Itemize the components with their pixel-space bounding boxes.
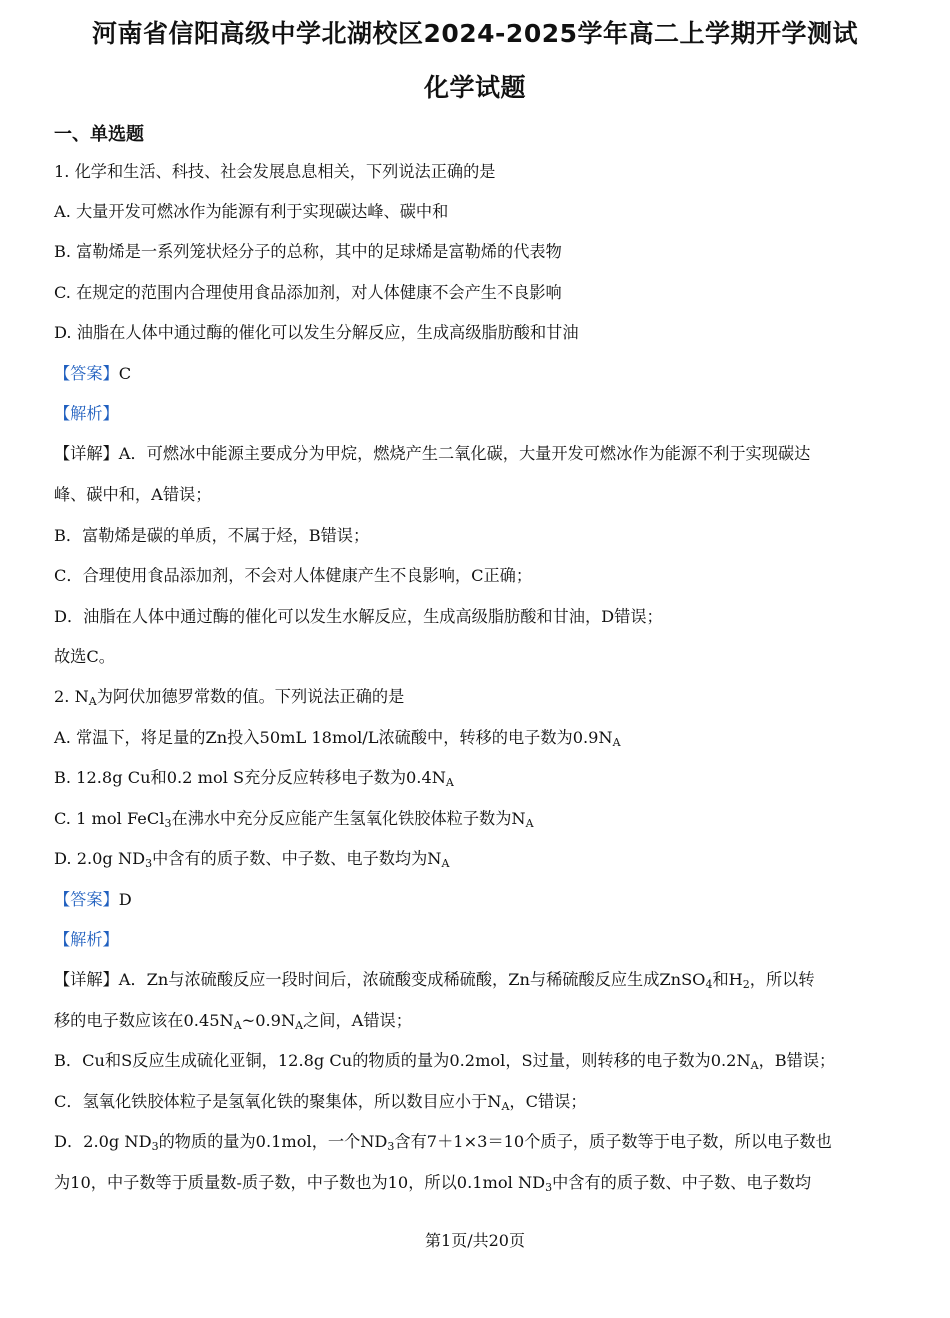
q2-detail-6: 为10，中子数等于质量数-质子数，中子数也为10，所以0.1mol $ND_3$中含有的质子数、中子数、电子数均 <box>54 1173 812 1194</box>
detail-tag: 【详解】 <box>54 970 119 989</box>
answer-tag: 【答案】 <box>54 364 119 383</box>
q2-detail-4: C．氢氧化铁胶体粒子是氢氧化铁的聚集体，所以数目应小于$N_A$，C错误； <box>54 1092 587 1113</box>
analysis-tag: 【解析】 <box>54 930 119 949</box>
q1-option-c: C. 在规定的范围内合理使用食品添加剂，对人体健康不会产生不良影响 <box>54 283 562 302</box>
q2-option-a: A. 常温下，将足量的Zn投入50mL 18mol/L浓硫酸中，转移的电子数为$0.9N_A$ <box>54 728 621 749</box>
q2-detail-5: D．2.0g $ND_3$的物质的量为0.1mol，一个$ND_3$含有7＋1×3＝10个质子，质子数等于电子数，所以电子数也 <box>54 1132 832 1153</box>
document-title-line1: 河南省信阳高级中学北湖校区2024-2025学年高二上学期开学测试 <box>91 19 859 48</box>
answer-tag: 【答案】 <box>54 890 119 909</box>
q2-detail-1: 【详解】A．Zn与浓硫酸反应一段时间后，浓硫酸变成稀硫酸，Zn与稀硫酸反应生成ZnSO$_4$和$H_2$，所以转 <box>54 970 815 991</box>
answer-value: D <box>118 890 132 909</box>
q2-detail-3: B．Cu和S反应生成硫化亚铜，12.8g Cu的物质的量为0.2mol，S过量，则转移的电子数为$0.2N_A$，B错误； <box>54 1051 836 1072</box>
section-heading: 一、单选题 <box>54 124 144 145</box>
q1-detail-2: B．富勒烯是碳的单质，不属于烃，B错误； <box>54 526 370 545</box>
q1-detail-3: C．合理使用食品添加剂，不会对人体健康产生不良影响，C正确； <box>54 566 533 585</box>
q1-detail-4: D．油脂在人体中通过酶的催化可以发生水解反应，生成高级脂肪酸和甘油，D错误； <box>54 607 663 626</box>
q2-analysis <box>54 928 896 952</box>
q1-option-a: A. 大量开发可燃冰作为能源有利于实现碳达峰、碳中和 <box>54 202 449 221</box>
q2-option-b: B. 12.8g Cu和0.2 mol S充分反应转移电子数为$0.4N_A$ <box>54 768 454 789</box>
q1-stem: 1. 化学和生活、科技、社会发展息息相关，下列说法正确的是 <box>54 162 496 181</box>
q1-analysis <box>54 402 896 426</box>
q2-option-c: C. 1 mol FeCl$_3$在沸水中充分反应能产生氢氧化铁胶体粒子数为$N_A$ <box>54 809 534 830</box>
q2-detail-2: 移的电子数应该在$0.45N_A\sim 0.9N_A$之间，A错误； <box>54 1011 412 1032</box>
answer-value: C <box>118 364 132 383</box>
q1-detail-1b: 峰、碳中和，A错误； <box>54 485 212 504</box>
analysis-tag: 【解析】 <box>54 404 119 423</box>
page-footer: 第1页/共20页 <box>425 1231 525 1250</box>
q2-answer <box>54 888 896 912</box>
q2-option-d: D. 2.0g $ND_3$中含有的质子数、中子数、电子数均为$N_A$ <box>54 849 450 870</box>
q1-answer <box>54 362 896 386</box>
detail-tag: 【详解】 <box>54 444 119 463</box>
q1-option-b: B. 富勒烯是一系列笼状烃分子的总称，其中的足球烯是富勒烯的代表物 <box>54 242 562 261</box>
q1-detail-1a: 【详解】A．可燃冰中能源主要成分为甲烷，燃烧产生二氧化碳，大量开发可燃冰作为能源不利于实现碳达 <box>54 444 811 463</box>
q1-option-d: D. 油脂在人体中通过酶的催化可以发生分解反应，生成高级脂肪酸和甘油 <box>54 323 579 342</box>
document-title-line2: 化学试题 <box>423 73 526 102</box>
q1-conclusion: 故选C。 <box>54 647 115 666</box>
q2-stem: 2. $N_A$为阿伏加德罗常数的值。下列说法正确的是 <box>54 687 405 708</box>
